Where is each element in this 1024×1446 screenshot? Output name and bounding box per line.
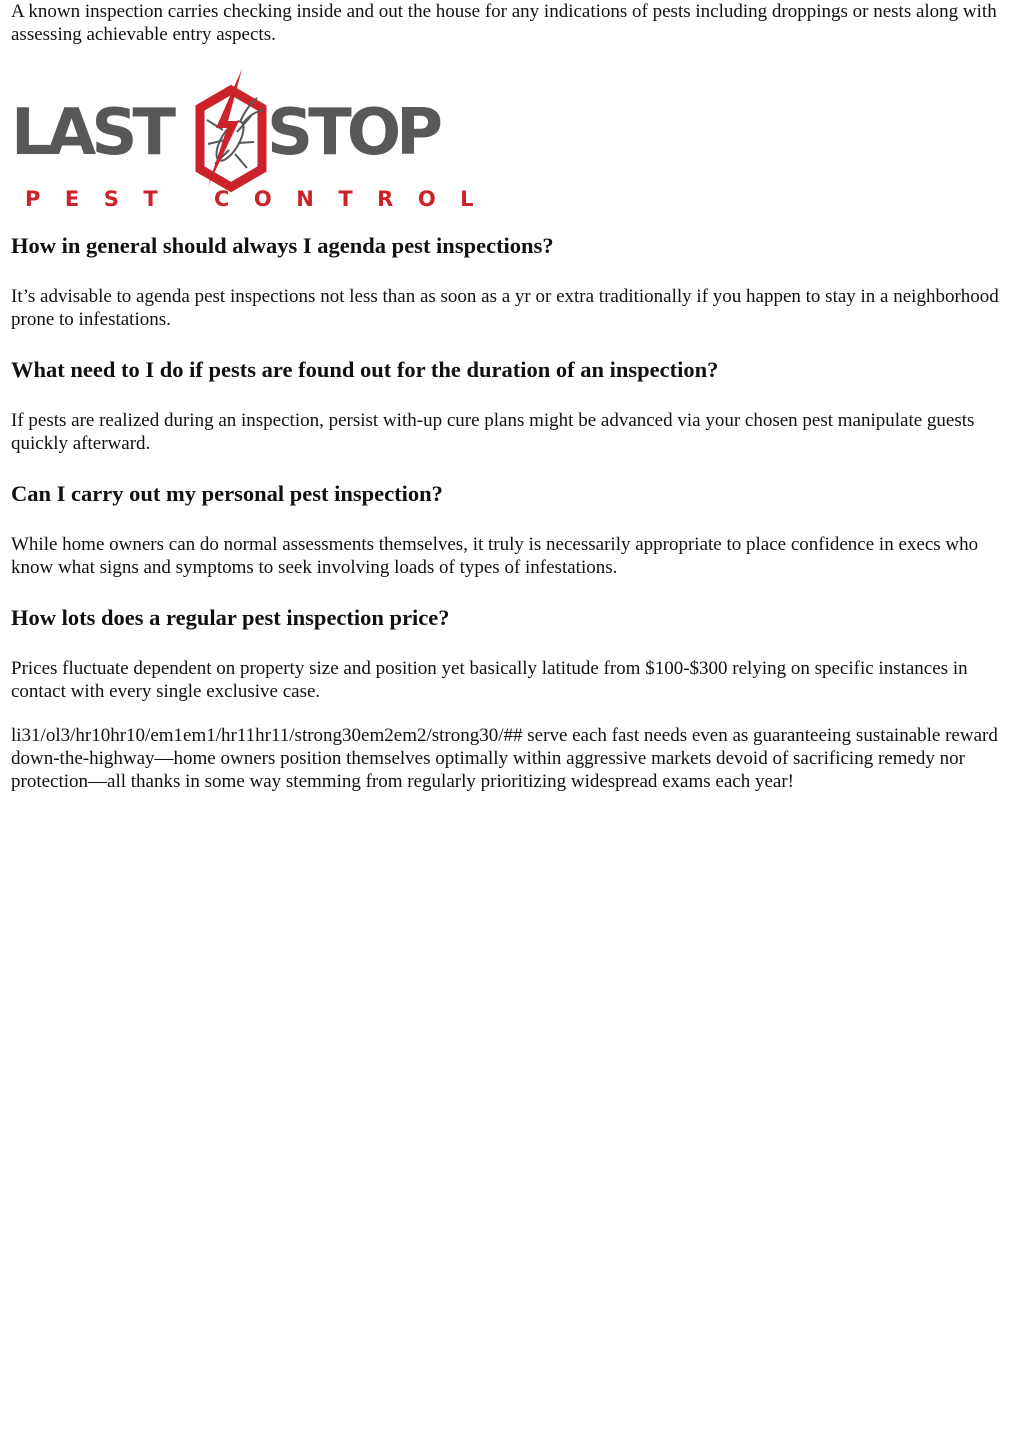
faq-question-1: How in general should always I agenda pest inspections?: [11, 233, 554, 258]
logo-word-stop: STOP: [267, 96, 439, 170]
faq-answer-4: Prices fluctuate dependent on property size and position yet basically latitude from $100-$300 relying on specific instances in contact with every single exclusive case.: [11, 658, 968, 702]
faq-question-4: How lots does a regular pest inspection price?: [11, 605, 450, 630]
faq-question-3: Can I carry out my personal pest inspection?: [11, 481, 443, 506]
logo-image: [11, 68, 499, 211]
logo-subtitle: PEST CONTROL: [25, 187, 499, 211]
faq-question-2: What need to I do if pests are found out for the duration of an inspection?: [11, 357, 719, 382]
faq-answer-3: While home owners can do normal assessments themselves, it truly is necessarily appropriate to place confidence in execs who know what signs and symptoms to seek involving loads of types of infestations.: [11, 534, 979, 578]
closing-paragraph: li31/ol3/hr10hr10/em1em1/hr11hr11/strong30em2em2/strong30/## serve each fast needs even as guaranteeing sustainable reward down-the-highway—home owners position themselves optimally within aggressive markets devoid of sacrificing remedy nor protection—all thanks in some way stemming from regularly prioritizing widespread exams each year!: [11, 725, 998, 792]
intro-paragraph: A known inspection carries checking inside and out the house for any indications of pests including droppings or nests along with assessing achievable entry aspects.: [11, 1, 997, 45]
faq-answer-2: If pests are realized during an inspection, persist with-up cure plans might be advanced via your chosen pest manipulate guests quickly afterward.: [11, 410, 975, 454]
last-stop-pest-control-logo: [11, 68, 1010, 210]
logo-word-last: LAST: [11, 96, 172, 170]
faq-answer-1: It’s advisable to agenda pest inspections not less than as soon as a yr or extra traditionally if you happen to stay in a neighborhood prone to infestations.: [11, 286, 999, 330]
